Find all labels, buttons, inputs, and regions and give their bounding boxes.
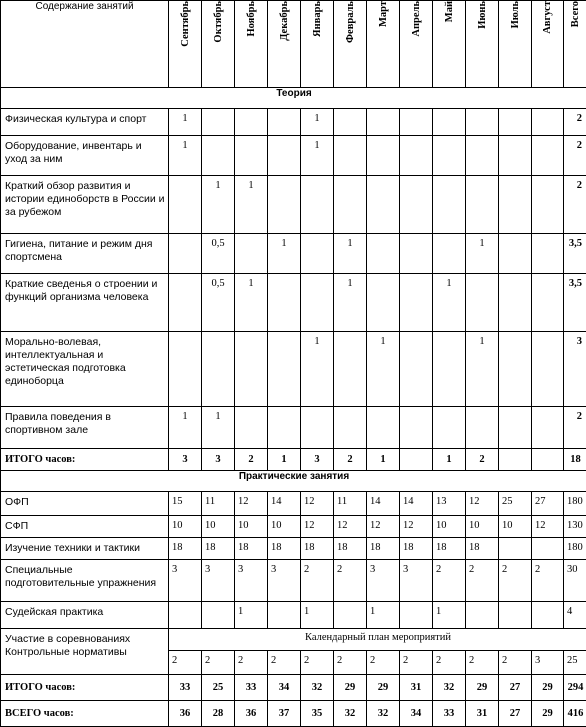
total-label: ВСЕГО часов: [1, 701, 169, 727]
month-value-cell: 2 [466, 651, 499, 675]
row-total-cell: 4 [564, 602, 586, 629]
grand-total-cell: 18 [564, 449, 586, 471]
month-total-cell: 31 [400, 675, 433, 701]
month-value-cell [532, 109, 564, 136]
month-value-cell: 2 [499, 560, 532, 602]
month-value-cell: 18 [400, 538, 433, 560]
month-value-cell [235, 136, 268, 176]
month-value-cell: 1 [235, 602, 268, 629]
month-value-cell: 3 [169, 560, 202, 602]
table-row [1, 274, 586, 332]
month-total-cell [400, 449, 433, 471]
month-value-cell [235, 332, 268, 407]
month-value-cell: 2 [235, 651, 268, 675]
month-value-cell: 1 [466, 332, 499, 407]
month-value-cell: 12 [235, 492, 268, 516]
header-row [1, 1, 586, 88]
month-value-cell: 10 [466, 516, 499, 538]
month-value-cell [499, 602, 532, 629]
month-header: Май [433, 1, 466, 88]
month-value-cell [301, 234, 334, 274]
month-value-cell [400, 176, 433, 234]
month-value-cell [400, 332, 433, 407]
row-label: Морально-волевая, интеллектуальная и эстетическая подготовка единоборца [1, 332, 169, 407]
month-value-cell [499, 538, 532, 560]
month-value-cell: 12 [367, 516, 400, 538]
row-label: Краткие сведенья о строении и функций организма человека [1, 274, 169, 332]
row-total-cell: 2 [564, 109, 586, 136]
content-column-header: Содержание занятий [1, 1, 169, 88]
month-value-cell: 1 [301, 109, 334, 136]
section-header-row [1, 471, 586, 492]
month-total-cell: 31 [466, 701, 499, 727]
month-value-cell: 10 [169, 516, 202, 538]
month-value-cell: 1 [301, 332, 334, 407]
total-row [1, 675, 586, 701]
month-value-cell: 10 [433, 516, 466, 538]
month-value-cell: 2 [433, 560, 466, 602]
month-value-cell: 2 [202, 651, 235, 675]
month-value-cell: 18 [466, 538, 499, 560]
month-value-cell: 18 [268, 538, 301, 560]
total-column-header: Всего [564, 1, 586, 88]
table-row [1, 516, 586, 538]
month-value-cell: 1 [301, 136, 334, 176]
month-value-cell: 3 [235, 560, 268, 602]
total-label: ИТОГО часов: [1, 675, 169, 701]
month-value-cell [235, 234, 268, 274]
month-value-cell [532, 176, 564, 234]
month-value-cell: 18 [169, 538, 202, 560]
month-value-cell: 11 [334, 492, 367, 516]
month-total-cell: 1 [367, 449, 400, 471]
month-total-cell: 33 [169, 675, 202, 701]
month-value-cell [532, 407, 564, 449]
month-total-cell: 2 [334, 449, 367, 471]
month-value-cell: 1 [301, 602, 334, 629]
month-value-cell [433, 136, 466, 176]
month-value-cell: 1 [268, 234, 301, 274]
month-value-cell: 1 [334, 274, 367, 332]
month-value-cell: 10 [235, 516, 268, 538]
month-total-cell: 27 [499, 675, 532, 701]
month-total-cell: 33 [235, 675, 268, 701]
month-total-cell: 3 [301, 449, 334, 471]
month-value-cell: 1 [367, 332, 400, 407]
month-value-cell [499, 176, 532, 234]
month-total-cell: 32 [301, 675, 334, 701]
row-label: Краткий обзор развития и истории единоборств в России и за рубежом [1, 176, 169, 234]
month-value-cell: 11 [202, 492, 235, 516]
total-row [1, 701, 586, 727]
row-label: Судейская практика [1, 602, 169, 629]
month-value-cell [202, 332, 235, 407]
month-value-cell: 1 [202, 407, 235, 449]
section-header-row [1, 88, 586, 109]
month-value-cell [235, 407, 268, 449]
month-value-cell: 10 [202, 516, 235, 538]
month-value-cell [532, 136, 564, 176]
competitions-label [1, 629, 169, 675]
month-value-cell [433, 332, 466, 407]
month-total-cell: 32 [367, 701, 400, 727]
month-total-cell: 29 [367, 675, 400, 701]
month-value-cell [334, 136, 367, 176]
month-total-cell: 3 [202, 449, 235, 471]
month-value-cell [367, 176, 400, 234]
month-total-cell: 28 [202, 701, 235, 727]
month-value-cell: 18 [433, 538, 466, 560]
month-total-cell: 32 [334, 701, 367, 727]
month-value-cell [499, 274, 532, 332]
month-value-cell: 2 [301, 651, 334, 675]
month-header: Сентябрь [169, 1, 202, 88]
control-norms-label-line: Контрольные нормативы [5, 646, 127, 658]
month-value-cell [268, 332, 301, 407]
month-value-cell: 15 [169, 492, 202, 516]
month-value-cell [499, 136, 532, 176]
month-value-cell [532, 538, 564, 560]
grand-total-cell: 294 [564, 675, 586, 701]
month-value-cell: 3 [202, 560, 235, 602]
month-total-cell: 34 [268, 675, 301, 701]
section-title: Практические занятия [1, 471, 586, 492]
table-row [1, 492, 586, 516]
month-value-cell: 2 [532, 560, 564, 602]
month-value-cell: 2 [466, 560, 499, 602]
month-value-cell: 18 [367, 538, 400, 560]
total-row [1, 449, 586, 471]
month-value-cell: 12 [334, 516, 367, 538]
month-value-cell [301, 176, 334, 234]
month-total-cell: 36 [235, 701, 268, 727]
month-value-cell: 2 [367, 651, 400, 675]
month-value-cell [235, 109, 268, 136]
month-value-cell [499, 407, 532, 449]
month-header: Июль [499, 1, 532, 88]
month-value-cell: 2 [433, 651, 466, 675]
month-value-cell: 18 [301, 538, 334, 560]
month-header: Март [367, 1, 400, 88]
month-value-cell [268, 176, 301, 234]
month-value-cell: 18 [334, 538, 367, 560]
month-header: Ноябрь [235, 1, 268, 88]
month-value-cell [334, 407, 367, 449]
month-total-cell: 1 [433, 449, 466, 471]
month-value-cell: 12 [301, 516, 334, 538]
month-value-cell [466, 274, 499, 332]
month-value-cell: 2 [499, 651, 532, 675]
month-value-cell: 12 [301, 492, 334, 516]
row-total-cell: 30 [564, 560, 586, 602]
month-value-cell [400, 136, 433, 176]
month-value-cell: 14 [268, 492, 301, 516]
month-value-cell: 3 [367, 560, 400, 602]
month-value-cell: 2 [169, 651, 202, 675]
month-value-cell [532, 234, 564, 274]
row-label: ОФП [1, 492, 169, 516]
month-value-cell [169, 274, 202, 332]
month-value-cell [466, 176, 499, 234]
month-total-cell: 29 [532, 701, 564, 727]
month-total-cell: 36 [169, 701, 202, 727]
month-value-cell: 1 [433, 602, 466, 629]
month-value-cell: 1 [169, 109, 202, 136]
month-value-cell: 13 [433, 492, 466, 516]
month-value-cell [169, 176, 202, 234]
month-value-cell [367, 274, 400, 332]
month-total-cell: 33 [433, 701, 466, 727]
total-label: ИТОГО часов: [1, 449, 169, 471]
month-header: Январь [301, 1, 334, 88]
month-header: Апрель [400, 1, 433, 88]
month-value-cell: 18 [235, 538, 268, 560]
month-value-cell [367, 407, 400, 449]
month-value-cell [334, 109, 367, 136]
month-value-cell [268, 274, 301, 332]
month-value-cell [433, 109, 466, 136]
table-row [1, 176, 586, 234]
month-value-cell [334, 332, 367, 407]
month-value-cell [202, 602, 235, 629]
month-value-cell [466, 407, 499, 449]
row-total-cell: 2 [564, 407, 586, 449]
month-header: Февраль [334, 1, 367, 88]
month-value-cell: 3 [400, 560, 433, 602]
row-total-cell: 2 [564, 176, 586, 234]
month-total-cell: 37 [268, 701, 301, 727]
month-value-cell: 2 [334, 651, 367, 675]
month-value-cell: 18 [202, 538, 235, 560]
month-value-cell: 10 [268, 516, 301, 538]
month-value-cell: 1 [433, 274, 466, 332]
month-value-cell [400, 407, 433, 449]
month-value-cell [433, 234, 466, 274]
month-value-cell [367, 234, 400, 274]
row-total-cell: 3 [564, 332, 586, 407]
month-value-cell [532, 602, 564, 629]
competitions-row [1, 629, 586, 651]
month-value-cell [499, 234, 532, 274]
month-total-cell [532, 449, 564, 471]
month-value-cell [268, 602, 301, 629]
grand-total-cell: 416 [564, 701, 586, 727]
row-label: Оборудование, инвентарь и уход за ним [1, 136, 169, 176]
month-value-cell [169, 234, 202, 274]
month-value-cell [334, 602, 367, 629]
row-total-cell: 3,5 [564, 274, 586, 332]
month-value-cell: 1 [202, 176, 235, 234]
month-value-cell: 0,5 [202, 234, 235, 274]
month-value-cell: 0,5 [202, 274, 235, 332]
month-total-cell: 2 [466, 449, 499, 471]
month-total-cell: 3 [169, 449, 202, 471]
month-value-cell: 2 [400, 651, 433, 675]
table-row [1, 234, 586, 274]
month-value-cell: 1 [235, 176, 268, 234]
month-header: Август [532, 1, 564, 88]
row-total-cell: 2 [564, 136, 586, 176]
month-value-cell: 12 [466, 492, 499, 516]
month-value-cell [268, 407, 301, 449]
month-value-cell: 14 [400, 492, 433, 516]
month-total-cell: 27 [499, 701, 532, 727]
month-value-cell [400, 274, 433, 332]
month-value-cell [433, 407, 466, 449]
table-row [1, 602, 586, 629]
row-total-cell: 25 [564, 651, 586, 675]
table-row [1, 538, 586, 560]
month-value-cell [400, 109, 433, 136]
month-value-cell: 1 [169, 407, 202, 449]
month-value-cell: 1 [169, 136, 202, 176]
month-total-cell [499, 449, 532, 471]
row-label: Правила поведения в спортивном зале [1, 407, 169, 449]
table-row [1, 109, 586, 136]
month-value-cell [499, 332, 532, 407]
month-value-cell [268, 136, 301, 176]
month-value-cell [367, 136, 400, 176]
month-total-cell: 1 [268, 449, 301, 471]
month-value-cell [499, 109, 532, 136]
month-value-cell: 10 [499, 516, 532, 538]
month-value-cell: 3 [268, 560, 301, 602]
month-value-cell: 25 [499, 492, 532, 516]
month-value-cell [433, 176, 466, 234]
month-value-cell [466, 136, 499, 176]
month-total-cell: 35 [301, 701, 334, 727]
month-total-cell: 29 [532, 675, 564, 701]
table-row [1, 332, 586, 407]
month-value-cell [466, 109, 499, 136]
month-value-cell: 2 [268, 651, 301, 675]
month-value-cell: 14 [367, 492, 400, 516]
month-value-cell: 1 [235, 274, 268, 332]
month-value-cell [532, 274, 564, 332]
row-total-cell: 180 [564, 538, 586, 560]
month-value-cell: 27 [532, 492, 564, 516]
month-value-cell: 1 [466, 234, 499, 274]
table-row [1, 407, 586, 449]
month-value-cell [400, 234, 433, 274]
calendar-plan-text: Календарный план мероприятий [169, 629, 586, 651]
competitions-label-line: Участие в соревнованиях [5, 633, 131, 645]
month-value-cell [532, 332, 564, 407]
month-total-cell: 32 [433, 675, 466, 701]
section-title: Теория [1, 88, 586, 109]
row-label: Физическая культура и спорт [1, 109, 169, 136]
month-value-cell: 12 [532, 516, 564, 538]
month-value-cell: 3 [532, 651, 564, 675]
month-total-cell: 29 [466, 675, 499, 701]
month-value-cell: 12 [400, 516, 433, 538]
row-label: Специальные подготовительные упражнения [1, 560, 169, 602]
row-label: Изучение техники и тактики [1, 538, 169, 560]
month-header: Октябрь [202, 1, 235, 88]
month-value-cell [367, 109, 400, 136]
month-value-cell [202, 109, 235, 136]
row-label: Гигиена, питание и режим дня спортсмена [1, 234, 169, 274]
month-value-cell [301, 274, 334, 332]
month-total-cell: 2 [235, 449, 268, 471]
month-value-cell [400, 602, 433, 629]
row-total-cell: 130 [564, 516, 586, 538]
month-value-cell [169, 332, 202, 407]
month-value-cell [202, 136, 235, 176]
month-value-cell [268, 109, 301, 136]
table-row [1, 136, 586, 176]
month-value-cell [301, 407, 334, 449]
row-total-cell: 3,5 [564, 234, 586, 274]
month-header: Июнь [466, 1, 499, 88]
month-header: Декабрь [268, 1, 301, 88]
month-value-cell: 2 [334, 560, 367, 602]
month-value-cell: 1 [367, 602, 400, 629]
month-value-cell [466, 602, 499, 629]
row-total-cell: 180 [564, 492, 586, 516]
month-total-cell: 34 [400, 701, 433, 727]
month-total-cell: 25 [202, 675, 235, 701]
month-value-cell [334, 176, 367, 234]
month-value-cell: 1 [334, 234, 367, 274]
month-value-cell: 2 [301, 560, 334, 602]
table-row [1, 560, 586, 602]
month-value-cell [169, 602, 202, 629]
row-label: СФП [1, 516, 169, 538]
month-total-cell: 29 [334, 675, 367, 701]
